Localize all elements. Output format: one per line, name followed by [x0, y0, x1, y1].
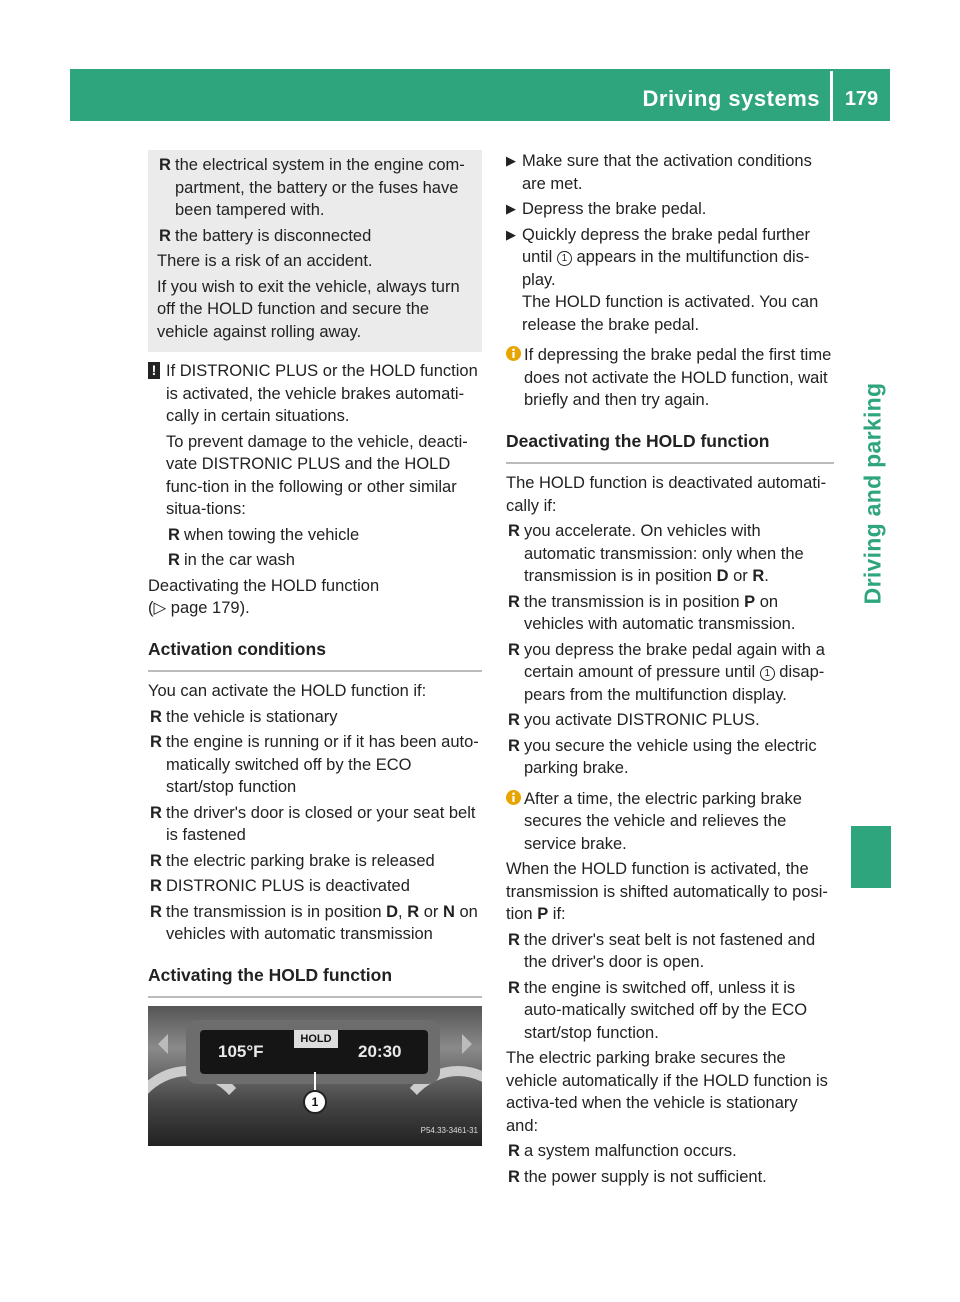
bullet-icon: R	[508, 736, 520, 755]
paragraph: The electric parking brake secures the vehicle automatically if the HOLD function is activa-ted when the vehicle is stationary and:	[506, 1049, 828, 1135]
heading-activation-conditions: Activation conditions	[148, 638, 482, 673]
chevron-left-icon	[158, 1034, 168, 1054]
list-item: R the power supply is not sufficient.	[506, 1166, 834, 1189]
notice: ! If DISTRONIC PLUS or the HOLD function is activated, the vehicle brakes automati-cally in certain situations. To prevent damage to the vehicle, deacti-vate DISTRONIC PLUS and the HOLD func-tion in the following or other similar situa-tions: R when towing the vehicle R in the car wash	[148, 360, 482, 572]
bullet-icon: R	[150, 851, 162, 870]
list-item: R you activate DISTRONIC PLUS.	[506, 709, 834, 732]
bullet-icon: R	[150, 902, 162, 921]
chapter-tab	[851, 210, 891, 800]
page-link[interactable]: (▷ page 179).	[148, 599, 250, 617]
list-item: R the engine is switched off, unless it is auto-matically switched off by the ECO start/stop function.	[508, 978, 808, 1042]
step-arrow-icon: ▶	[506, 153, 516, 168]
paragraph: When the HOLD function is activated, the transmission is shifted automatically to posi-tion P if:	[506, 860, 828, 923]
chapter-label: Driving and parking	[859, 382, 886, 605]
multifunction-display	[200, 1030, 428, 1074]
bullet-icon: R	[508, 930, 520, 949]
instrument-cluster-photo	[148, 1006, 482, 1146]
bullet-icon: R	[508, 522, 520, 540]
warning-text: If you wish to exit the vehicle, always turn off the HOLD function and secure the vehicle against rolling away.	[157, 277, 460, 341]
list-item: R the driver's seat belt is not fastened and the driver's door is open.	[508, 930, 816, 971]
bullet-icon: R	[150, 803, 162, 822]
list-item: R you accelerate. On vehicles with automatic transmission: only when the transmission is in position D or R.	[508, 522, 804, 585]
temperature-readout: 105°F	[218, 1042, 264, 1061]
list-item: R a system malfunction occurs.	[506, 1140, 834, 1163]
list-item: R the transmission is in position P on vehicles with automatic transmission.	[508, 592, 796, 633]
hold-indicator: HOLD	[294, 1030, 338, 1048]
step-arrow-icon: ▶	[506, 226, 516, 242]
section-title: Driving systems	[642, 86, 820, 111]
bullet-icon: R	[150, 733, 162, 751]
list-item: R the engine is running or if it has been auto-matically switched off by the ECO start/stop function	[150, 733, 479, 796]
bullet-icon: R	[508, 640, 520, 659]
bullet-icon: R	[508, 978, 520, 997]
list-item: R you depress the brake pedal again with a certain amount of pressure until 1 disap-pears from the multifunction display.	[508, 640, 825, 704]
list-item: R the vehicle is stationary	[148, 706, 482, 729]
step-arrow-icon: ▶	[506, 201, 516, 216]
bullet-icon: R	[150, 877, 162, 895]
info-note: After a time, the electric parking brake secures the vehicle and relieves the service brake.	[506, 788, 834, 856]
bullet-icon: R	[508, 1167, 520, 1186]
list-item: R DISTRONIC PLUS is deactivated	[148, 875, 482, 898]
image-reference: P54.33-3461-31	[420, 1125, 478, 1135]
bullet-icon: R	[159, 226, 171, 245]
step-item: ▶ Depress the brake pedal.	[506, 198, 834, 221]
page-header	[70, 69, 890, 121]
clock-readout: 20:30	[358, 1042, 402, 1061]
callout-1-icon: 1	[760, 666, 775, 681]
list-item: R in the car wash	[166, 549, 482, 572]
callout-1-icon: 1	[557, 251, 572, 266]
chapter-marker	[851, 826, 891, 888]
heading-deactivating: Deactivating the HOLD function	[506, 430, 834, 465]
heading-activating: Activating the HOLD function	[148, 964, 482, 999]
exclamation-icon: !	[148, 362, 160, 379]
info-icon	[506, 345, 521, 368]
right-column: ▶ Make sure that the activation conditions are met. ▶ Depress the brake pedal. ▶ Quickly depress the brake pedal further until 1 appears in the multifunction dis-play. The HOLD function is activated. You can release the brake pedal. If depressing the brake pedal the first time does not activate the HOLD function, wait briefly and then try again. Deactivating the HOLD function The HOLD function is deactivated automati-cally if: R you accelerate. On vehicles with automatic transmission: only when the transmission is in position D or R. R the transmission is in position P on vehicles with automatic transmission. R you depress the brake pedal again with a certain amount of pressure until 1 disap-pears from the multifunction display. R you activate DISTRONIC PLUS. R you secure the vehicle using the electric parking brake. After a time, the electric parking brake secures the vehicle and relieves the service brake. When the HOLD function is activated, the transmission is shifted automatically to posi-tion P if: R the driver's seat belt is not fastened and the driver's door is open. R the engine is switched off, unless it is auto-matically switched off by the ECO start/stop function. The electric parking brake secures the vehicle automatically if the HOLD function is activa-ted when the vehicle is stationary and: R a system malfunction occurs. R the power supply is not sufficient.	[506, 150, 834, 1191]
warning-box	[148, 150, 482, 352]
bullet-icon: R	[508, 592, 520, 611]
callout-1: 1	[303, 1090, 327, 1114]
cross-reference: Deactivating the HOLD function (▷ page 179).	[148, 576, 380, 617]
list-item: R you secure the vehicle using the electric parking brake.	[508, 736, 817, 777]
list-item: R the electrical system in the engine com-partment, the battery or the fuses have been tampered with.	[159, 156, 465, 219]
warning-text: There is a risk of an accident.	[157, 252, 373, 270]
page-number: 179	[844, 88, 879, 110]
bullet-icon: R	[168, 525, 180, 544]
step-item: ▶ Quickly depress the brake pedal further until 1 appears in the multifunction dis-play. The HOLD function is activated. You can release the brake pedal.	[506, 225, 819, 334]
chevron-right-icon	[462, 1034, 472, 1054]
list-item: R the battery is disconnected	[157, 225, 474, 248]
bullet-icon: R	[150, 707, 162, 726]
info-icon	[506, 789, 521, 812]
left-column: R the electrical system in the engine com-partment, the battery or the fuses have been tampered with. R the battery is disconnected There is a risk of an accident. If you wish to exit the vehicle, always turn off the HOLD function and secure the vehicle against rolling away. ! If DISTRONIC PLUS or the HOLD function is activated, the vehicle brakes automati-cally in certain situations. To prevent damage to the vehicle, deacti-vate DISTRONIC PLUS and the HOLD func-tion in the following or other similar situa-tions: R when towing the vehicle R in the car wash Deactivating the HOLD function (▷ page 179). Activation conditions You can activate the HOLD function if: R the vehicle is stationary R the engine is running or if it has been auto-matically switched off by the ECO start/stop function R the driver's door is closed or your seat belt is fastened R the electric parking brake is released R DISTRONIC PLUS is deactivated R the transmission is in position D, R or N on vehicles with automatic transmission Activating the HOLD function 105°F HOLD 20:30 1 P54.33-3461-31	[148, 150, 482, 1146]
bullet-icon: R	[508, 711, 520, 729]
info-note: If depressing the brake pedal the first time does not activate the HOLD function, wait briefly and then try again.	[506, 344, 834, 412]
list-item: R the electric parking brake is released	[148, 850, 482, 873]
step-item: ▶ Make sure that the activation conditions are met.	[506, 152, 812, 193]
list-item: R the driver's door is closed or your seat belt is fastened	[150, 803, 476, 844]
bullet-icon: R	[168, 551, 180, 569]
list-item: R the transmission is in position D, R or N on vehicles with automatic transmission	[150, 902, 478, 943]
bullet-icon: R	[508, 1142, 520, 1160]
bullet-icon: R	[159, 156, 171, 174]
list-item: R when towing the vehicle	[166, 524, 482, 547]
